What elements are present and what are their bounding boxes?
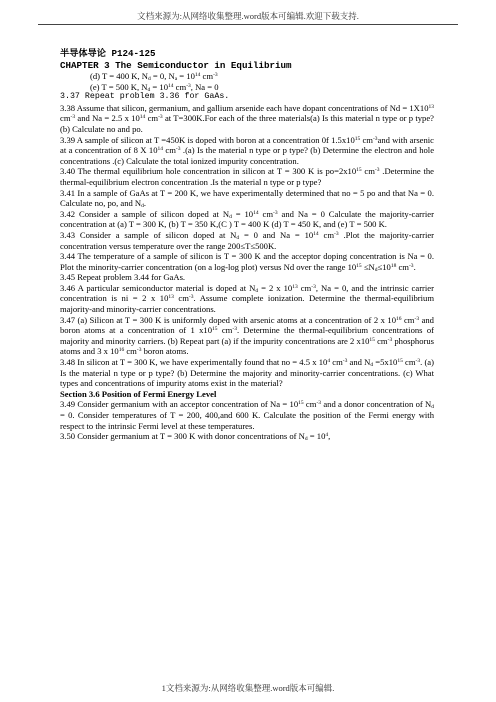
problem-3-39: 3.39 A sample of silicon at T =450K is doped with boron at a concentration 0f $1.5x10^{15}$ $cm^{-3}and$ with arsenic at a concentration of 8 X $10^{14}$ $cm^{-3}$ .(a) Is the material n type or p type? (b) Determine the electron and hole concentrations .(c) Calculate the total ionized impurity concentration.: [60, 134, 435, 166]
problem-3-47: 3.47 (a) Silicon at T = 300 K is uniformly doped with arsenic atoms at a concentration of 2 x $10^{16}$ $cm^{-3}$ and boron atoms at a concentration of 1 $x10^{15}$ $cm^{-3}$. Determine the thermal-equilibrium concentrations of majority and minority carriers. (b) Repeat part (a) if the impurity concentrations are 2 $x10^{15}$ $cm^{-3}$ phosphorus atoms and 3 x $10^{16}$ $cm^{-3}$ boron atoms.: [60, 314, 435, 357]
problem-3-43: 3.43 Consider a sample of silicon doped at $N_d = 0$ and $Na = 10^{14}$ $cm^{-3}$ .Plot the majority-carrier concentration versus temperature over the range 200≤T≤500K.: [60, 229, 435, 251]
header-rule: [38, 24, 458, 25]
problem-3-46: 3.46 A particular semiconductor material is doped at $N_d = 2$ x $10^{13}$ $cm^{-3}$, Na = 0, and the intrinsic carrier concentration is ni = 2 x $10^{13}$ $cm^{-3}$. Assume complete ionization. Determine the thermal-equilibrium majority-and minority-carrier concentrations.: [60, 282, 434, 315]
problem-3-48: 3.48 In silicon at T = 300 K, we have experimentally found that no = 4.5 x $10^4$ $cm^{-3}$ and $N_d =5x10^{15}$ $cm^{-3}$. (a) Is the material n type or p type? (b) Determine the majority and minority-carrier concentrations. (c) What types and concentrations of impurity atoms exist in the material?: [60, 357, 434, 389]
problem-3-44: 3.44 The temperature of a sample of silicon is T = 300 K and the acceptor doping concentration is Na = 0. Plot the minority-carrier concentration (on a log-log plot) versus Nd over the range $10^{15} \le N_d\le 10^{18}$ $cm^{-3}$.: [60, 251, 434, 273]
problem-3-37: 3.37 Repeat problem 3.36 for GaAs.: [60, 92, 230, 102]
problem-3-42: 3.42 Consider a sample of silicon doped at $N_d = 10^{14}$ $cm^{-3}$ and Na = 0 Calculate the majority-carrier concentration at (a) T = 300 K, (b) T = 350 K,(C ) T = 400 K (d) T = 450 K, and (e) T = 500 K.: [60, 208, 434, 230]
page-footer: 1文档来源为:从网络收集整理.word版本可编辑.: [161, 683, 335, 693]
book-title: 半导体导论 P124-125: [60, 48, 156, 59]
problem-3-45: 3.45 Repeat problem 3.44 for GaAs.: [60, 272, 186, 283]
chapter-title: CHAPTER 3 The Semiconductor in Equilibrium: [60, 59, 292, 71]
problem-3-41: 3.41 In a sample of GaAs at T = 200 K, we have experimentally determined that no = 5 po and that Na = 0. Calculate no, po, and $N_d$.: [60, 187, 434, 210]
problem-3-38: 3.38 Assume that silicon, germanium, and gallium arsenide each have dopant concentrations of $Nd = 1X10^{13}$ $cm^{-3}$ and Na = 2.5 x $10^{14}$ $cm^{-3}$ at T=300K.For each of the three materials(a) Is this material n type or p type?(b) Calculate no and po.: [60, 102, 434, 134]
problem-3-50: 3.50 Consider germanium at T = 300 K with donor concentrations of $N_d = 10^4$,: [60, 431, 331, 443]
page-header: 文档来源为:从网络收集整理.word版本可编辑.欢迎下载支持.: [137, 11, 359, 21]
problem-3-49: 3.49 Consider germanium with an acceptor concentration of $Na = 10^{15}$ $cm^{-3}$ and a donor concentration of $N_d = 0$. Consider temperatures of T = 200, 400,and 600 K. Calculate the position of the Fermi energy with respect to the intrinsic Fermi level at these temperatures.: [60, 399, 435, 431]
problem-3-40: 3.40 The thermal equilibrium hole concentration in silicon at T = 300 K is $po=2x10^{15}$ $cm^{-3}$ .Determine the thermal-equilibrium electron concentration .Is the material n type or p type?: [60, 166, 434, 187]
section-heading: Section 3.6 Position of Fermi Energy Level: [60, 388, 217, 399]
line-e: (e) T = 500 K, $N_d = 10^{14}$ $cm^{-3}$, Na = 0: [90, 81, 219, 93]
line-d: (d) T = 400 K, $N_d = 0$, $N_a = 10^{14}$ $cm^{-3}$: [90, 71, 218, 82]
document-body: [60, 48, 434, 442]
